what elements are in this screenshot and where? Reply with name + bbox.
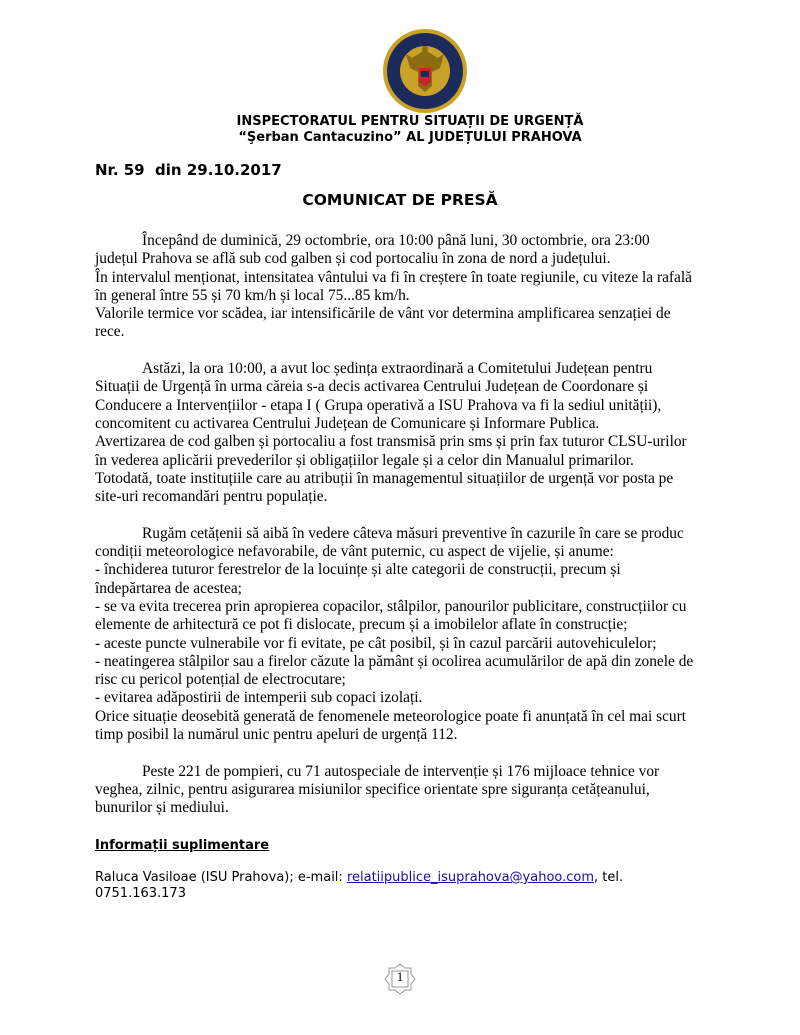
contact-info [95,870,695,902]
page-title: COMUNICAT DE PRESĂ [302,191,498,209]
contact-prefix: Raluca Vasiloae (ISU Prahova); e-mail: [95,870,347,885]
page-number: 1 [396,969,404,984]
text-line: - se va evita trecerea prin apropierea copacilor, stâlpilor, panourilor publicitare, construcțiilor cu [95,597,687,615]
text-line: elemente de arhitectură ce pot fi dislocate, precum și a imobilelor aflate în construcție; [95,616,628,634]
text-line: județul Prahova se află sub cod galben și cod portocaliu în zona de nord a județului. [95,250,611,268]
text-line: timp posibil la numărul unic pentru apeluri de urgență 112. [95,726,458,744]
paragraph [95,232,725,342]
text-line: - evitarea adăpostirii de intemperii sub copaci izolați. [95,689,423,707]
isu-emblem-logo [382,28,468,114]
paragraph [95,525,725,745]
email-link[interactable]: relatiipublice_isuprahova@yahoo.com [346,870,595,885]
text-line: concomitent cu activarea Centrului Județean de Comunicare și Informare Publica. [95,414,600,432]
header-line-1: INSPECTORATUL PENTRU SITUAȚII DE URGENȚĂ [236,114,584,129]
text-line: risc cu pericol potențial de electrocutare; [95,671,346,689]
contact-phone: 0751.163.173 [95,886,186,901]
text-line: condiții meteorologice nefavorabile, de vânt puternic, cu aspect de vijelie, și anume: [95,543,614,561]
text-line: Astăzi, la ora 10:00, a avut loc ședința extraordinară a Comitetului Județean pentru [142,360,653,378]
contact-suffix: , tel. [594,870,624,885]
text-line: - neatingerea stâlpilor sau a firelor căzute la pământ și ocolirea acumulărilor de apă din zonele de [95,652,694,670]
text-line: Totodată, toate instituțiile care au atribuții în managementul situațiilor de urgență vor posta pe [95,469,674,487]
paragraph [95,360,725,506]
header-line-2: “Şerban Cantacuzino” AL JUDEȚULUI PRAHOVA [238,130,582,145]
text-line: bunurilor și mediului. [95,799,229,817]
text-line: - închiderea tuturor ferestrelor de la locuințe și alte categorii de construcții, precum și [95,561,621,579]
text-line: Peste 221 de pompieri, cu 71 autospeciale de intervenție și 176 mijloace tehnice vor [142,762,660,780]
text-line: în vederea aplicării prevederilor și obligațiilor legale și a celor din Manualul primarilor. [95,451,634,469]
text-line: În intervalul menționat, intensitatea vântului va fi în creștere în toate regiunile, cu viteze la rafală [95,268,692,286]
text-line: veghea, zilnic, pentru asigurarea misiunilor specifice orientate spre siguranța cetățeanului, [95,780,650,798]
text-line: Conducere a Intervențiilor - etapa I ( Grupa operativă a ISU Prahova va fi la sediul unității), [95,396,662,414]
text-line: Orice situație deosebită generată de fenomenele meteorologice poate fi anunțată în cel mai scurt [95,707,686,725]
text-line: Valorile termice vor scădea, iar intensificările de vânt vor determina amplificarea senzației de [95,305,671,323]
institution-header [0,114,800,146]
text-line: Începând de duminică, 29 octombrie, ora 10:00 până luni, 30 octombrie, ora 23:00 [142,232,650,249]
text-line: - aceste puncte vulnerabile vor fi evitate, pe cât posibil, și în cazul parcării autovehiculelor; [95,634,657,652]
text-line: în general între 55 și 70 km/h și local 75...85 km/h. [95,286,410,304]
page-number-box [383,962,417,996]
press-release-body [95,232,725,836]
text-line: rece. [95,323,125,341]
text-line: Situații de Urgență în urma căreia s-a decis activarea Centrului Județean de Coordonare și [95,378,649,396]
paragraph [95,763,725,818]
info-heading: Informații suplimentare [95,838,270,853]
text-line: Rugăm cetățenii să aibă în vedere câteva măsuri preventive în cazurile în care se produc [142,524,684,542]
document-number: Nr. 59 din 29.10.2017 [95,161,282,179]
text-line: site-uri recomandări pentru populație. [95,488,328,506]
text-line: îndepărtarea de acestea; [95,579,242,597]
text-line: Avertizarea de cod galben și portocaliu a fost transmisă prin sms și prin fax tuturor CLSU-urilor [95,433,687,451]
